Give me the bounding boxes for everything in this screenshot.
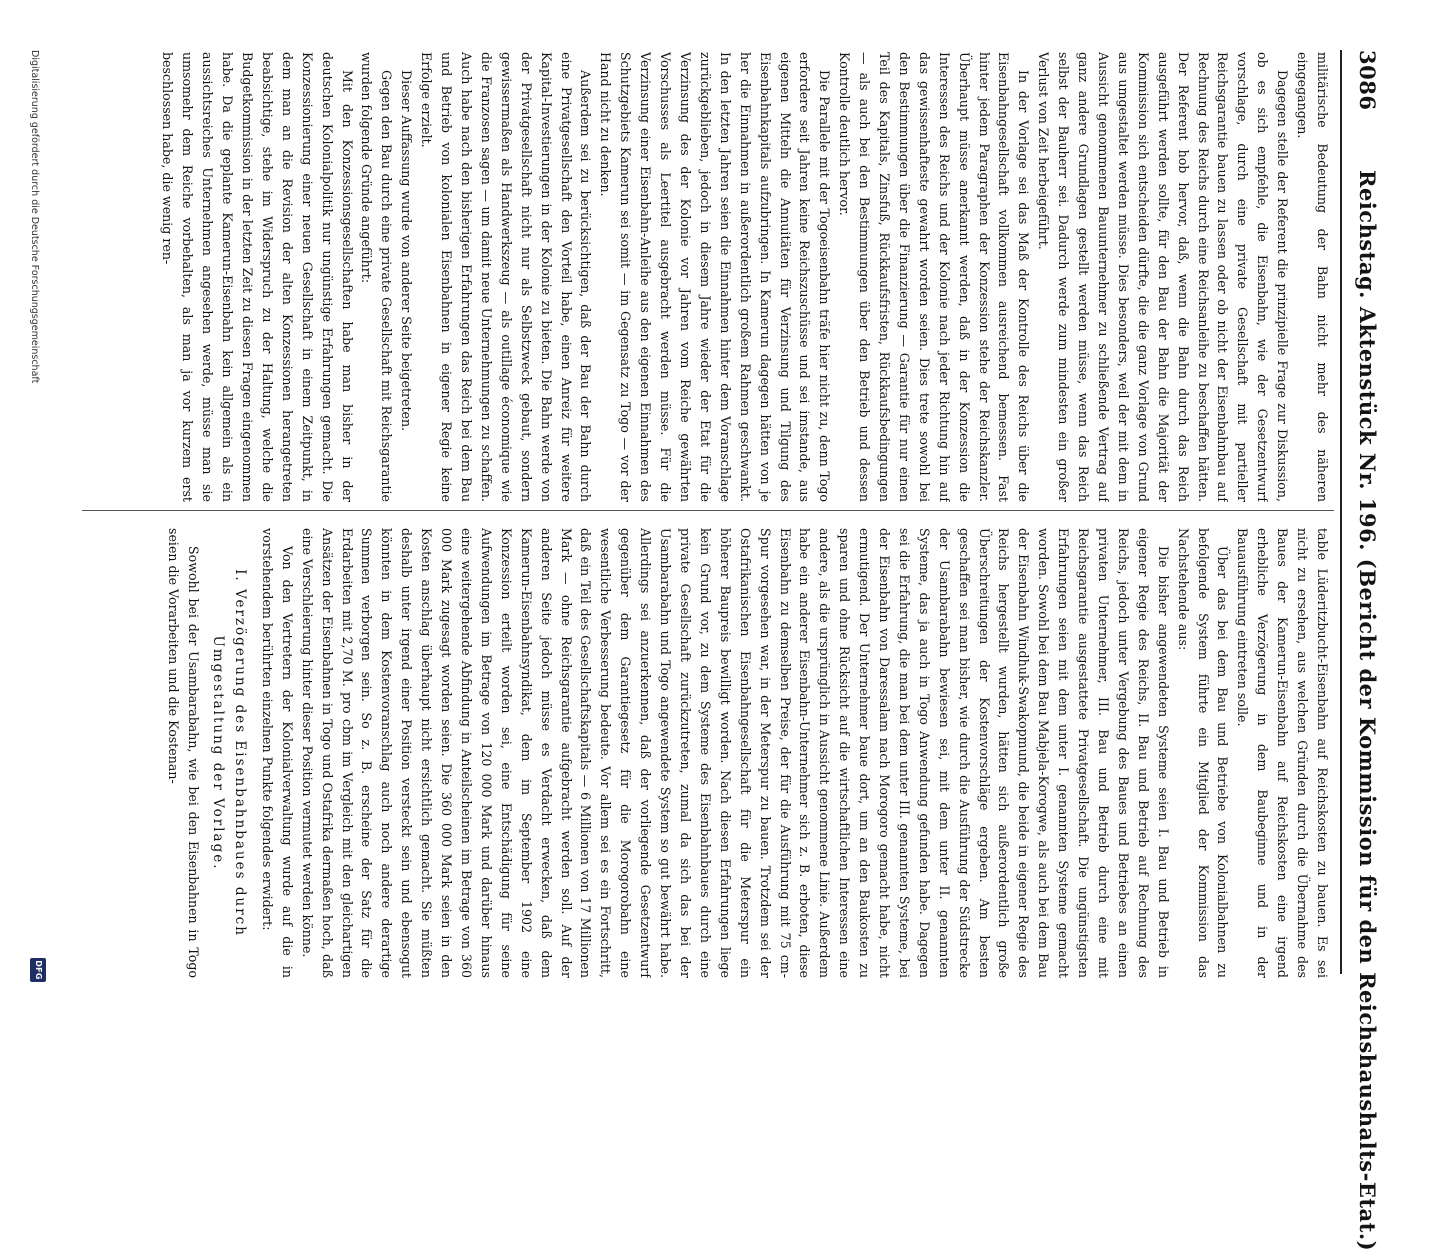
paragraph: Dagegen stelle der Referent die prinzipielle Frage zur Diskussion, ob es sich empfehle, die Eisenbahn, wie der Gesetzentwurf vorschlage, durch eine private Gesellschaft mit partieller Reichsgarantie bauen zu lassen oder ob nicht der Eisenbahnbau auf Rechnung des Reichs durch eine Reichsanleihe zu beschaffen hätten. Der Referent hob hervor, daß, wenn die Bahn durch das Reich ausgeführt werden sollte, für den Bau der Bahn die Majorität der Kommission sich entscheiden dürfte, die die ganz Vorlage von Grund aus umgestaltet werden müsse. Dies besonders, weil der mit dem in Aussicht genommenen Bauunternehmer zu schließende Vertrag auf ganz andere Grundlagen gestellt werden müsse, wenn das Reich selbst der Bauherr sei. Dadurch werde zum mindesten ein großer Verlust von Zeit herbeigeführt. [1036,52,1291,502]
paragraph: militärische Bedeutung der Bahn nicht mehr des näheren eingegangen. [1295,52,1330,502]
paragraph: table Lüderitzbucht-Eisenbahn auf Reichskosten zu bauen. Es sei nicht zu ersehen, aus welchen Gründen durch die Übernahme des Baues der Kamerun-Eisenbahn auf Reichskosten eine irgend erhebliche Verzögerung in dem Baubeginne und in der Bauausführung eintreten solle. [1235,528,1330,978]
column-divider [82,510,1334,511]
paragraph: Gegen den Bau durch eine private Gesellschaft mit Reichsgarantie wurden folgende Gründe angeführt: [359,52,395,502]
paragraph: Die bisher angewendeten Systeme seien I. Bau und Betrieb in eigener Regie des Reichs, II. Bau und Betrieb auf Rechnung des Reichs, jedoch unter Vergebung des Baues und Betriebes an einen privaten Unternehmer, III. Bau und Betrieb durch eine mit Reichsgarantie ausgestattete Privatgesellschaft. Die ungünstigsten Erfahrungen seien mit dem unter I. genannten Systeme gemacht worden. Sowohl bei dem Bau Mabjela-Korogwe, als auch bei dem Bau der Eisenbahn Windhuk-Swakopmund, die beide in eigener Regie des Reichs hergestellt wurden, hätten sich außerordentlich große Überschreitungen der Kostenvorschläge ergeben. Am besten geschaffen sei man bisher, wie durch die Ausführung der Südstrecke der Usambarabahn bewiesen sei, mit dem unter II. genannten Systeme, das ja auch in Togo Anwendung gefunden habe. Dagegen sei die Erfahrung, die man bei dem unter III. genannten Systeme, bei der Eisenbahn von Daressalam nach Morogoro gemacht habe, nicht ermutigend. Der Unternehmer baue dort, um an den Baukosten zu sparen und ohne Rücksicht auf die wirtschaftlichen Interessen eine andere, als die ursprünglich in Aussicht genommene Linie. Außerdem habe ein anderer Eisenbahn-Unternehmer sich z. B. erboten, diese Eisenbahn zu demselben Preise, der für die Ausführung mit 75 cm-Spur vorgesehen war, in der Meterspur zu bauen. Trotzdem sei der Ostafrikanischen Eisenbahngesellschaft für die Meterspur ein höherer Baupreis bewilligt worden. Nach diesen Erfahrungen liege kein Grund vor, zu dem Systeme des Eisenbahnbaues durch eine private Gesellschaft zurückzutreten, zumal da sich das bei der Usambarabahn und Togo angewendete System so gut bewährt habe. Allerdings sei anzuerkennen, daß der vorliegende Gesetzentwurf gegenüber dem Garantiegesetz für die Morogorobahn eine wesentliche Verbesserung bedeute. Vor allem sei es ein Fortschritt, daß ein Teil des Gesellschaftskapitals — 6 Millionen von 17 Millionen Mark — ohne Reichsgarantie aufgebracht werden soll. Auf der anderen Seite jedoch müsse es Verdacht erwecken, daß dem Kamerun-Eisenbahnsyndikat, dem im September 1902 eine Konzession erteilt worden sei, eine Entschädigung für seine Aufwendungen im Betrage von 120 000 Mark und darüber hinaus eine weitergehende Abfindung in Anteilscheinen im Betrage von 360 000 Mark zugesagt worden seien. Die 360 000 Mark seien in den Kosten anschlag überhaupt nicht ersichtlich gemacht. Sie müßten deshalb unter irgend einer Position versteckt sein und ebensogut könnten in dem Kostenvoranschlag auch noch andere derartige Summen verborgen sein. So z. B. erscheine der Satz für die Erdarbeiten mit 2,70 M. pro cbm im Vergleich mit den gleichartigen Ansätzen der Eisenbahnen in Togo und Ostafrika dermaßen hoch, daß eine Verschleierung hinter dieser Position vermutet werden könne. [299,528,1171,978]
paragraph: Mit den Konzessionsgesellschaften habe man bisher in der deutschen Kolonialpolitik nur ungünstige Erfahrungen gemacht. Die Konzessionierung einer neuen Gesellschaft in einem Zeitpunkt, in dem man an die Revision der alten Konzessionen herangetreten beabsichtige, stehe im Widerspruch zu der Haltung, welche die Budgetkommission in der letzten Zeit zu diesen Fragen eingenommen habe. Da die geplante Kamerun-Eisenbahn kein allgemein als ein aussichtsreiches Unternehmen angesehen werde, müsse man sie umsomehr dem Reiche vorbehalten, als man ja vor kurzem erst beschlossen habe, die wenig ren- [160,52,355,502]
left-column [82,52,1332,502]
page-number: 3086 [1355,50,1380,111]
section-heading: I. Verzögerung des Eisenbahnbaues durch Umgestaltung der Vorlage. [210,569,249,937]
paragraph: Dieser Auffassung wurde von anderer Seite beigetreten. [399,70,415,432]
paragraph: Über das bei dem Bau und Betriebe von Kolonialbahnen zu befolgende System führte ein Mitglied der Kommission das Nachstehende aus: [1175,528,1231,978]
page-header [1350,50,1384,1251]
dfg-logo: DFG [30,958,46,982]
paragraph: Die Parallele mit der Togoeisenbahn träfe hier nicht zu, denn Togo erfordere seit Jahren keine Reichszuschüsse und sei imstande, aus eigenen Mitteln die Annuitäten für Verzinsung und Tilgung des Eisenbahnkapitals aufzubringen. In Kamerun dagegen hätten von je her die Einnahmen in außerordentlich großem Rahmen geschwankt. In den letzten Jahren seien die Einnahmen hinter dem Voranschlage zurückgeblieben, jedoch in diesem Jahre wieder der Etat für die Verzinsung des der Kolonie vor Jahren vom Reiche gewährten Vorschusses als Leertitel ausgebracht werden müsse. Für die Verzinsung einer Eisenbahn-Anleihe aus den eigenen Einnahmen des Schutzgebiets Kamerun sei somit — im Gegensatz zu Togo — vor der Hand nicht zu denken. [598,52,833,502]
paragraph: In der Vorlage sei das Maß der Kontrolle des Reichs über die Eisenbahngesellschaft vollkommen ausreichend bemessen. Fast hinter jedem Paragraphen der Konzession stehe der Reichskanzler. Überhaupt müsse anerkannt werden, daß in der Konzession die Interessen des Reichs und der Kolonie nach jeder Richtung hin auf das gewissenhafteste gewahrt worden seien. Dies trete sowohl bei den Bestimmungen über die Finanzierung — Garantie für nur einen Teil des Kapitals, Zinsfuß, Rückkaufsfristen, Rückkaufsbedingungen — als auch bei den Bestimmungen über den Betrieb und dessen Kontrolle deutlich hervor. [837,52,1032,502]
digitization-credit: Digitalisierung gefördert durch die Deutsche Forschungsgemeinschaft [29,50,40,384]
right-column [82,528,1332,978]
header-rule [1340,50,1342,974]
paragraph: Von den Vertretern der Kolonialverwaltung wurde auf die in vorstehendem berührten einzelnen Punkte folgendes erwidert: [259,528,295,978]
running-title: Reichstag. Aktenstück Nr. 196. (Bericht der Kommission für den Reichshaushalts-Etat.) [1355,170,1380,1251]
paragraph: Außerdem sei zu berücksichtigen, daß der Bau der Bahn durch eine Privatgesellschaft den Vorteil habe, einen Anreiz für weitere Kapital-Investierungen in der Kolonie zu bieten. Die Bahn werde von der Privatgesellschaft nicht nur als Selbstzweck gebaut, sondern gewissermaßen als Handwerkszeug — als outillage économique wie die Franzosen sagen — um damit neue Unternehmungen zu schaffen. Auch habe nach den bisherigen Erfahrungen das Reich bei dem Bau und Betrieb von kolonialen Eisenbahnen in eigener Regie keine Erfolge erzielt. [419,52,594,502]
paragraph: Sowohl bei der Usambarabahn, wie bei den Eisenbahnen in Togo seien die Vorarbeiten und die Kostenan- [166,528,202,978]
